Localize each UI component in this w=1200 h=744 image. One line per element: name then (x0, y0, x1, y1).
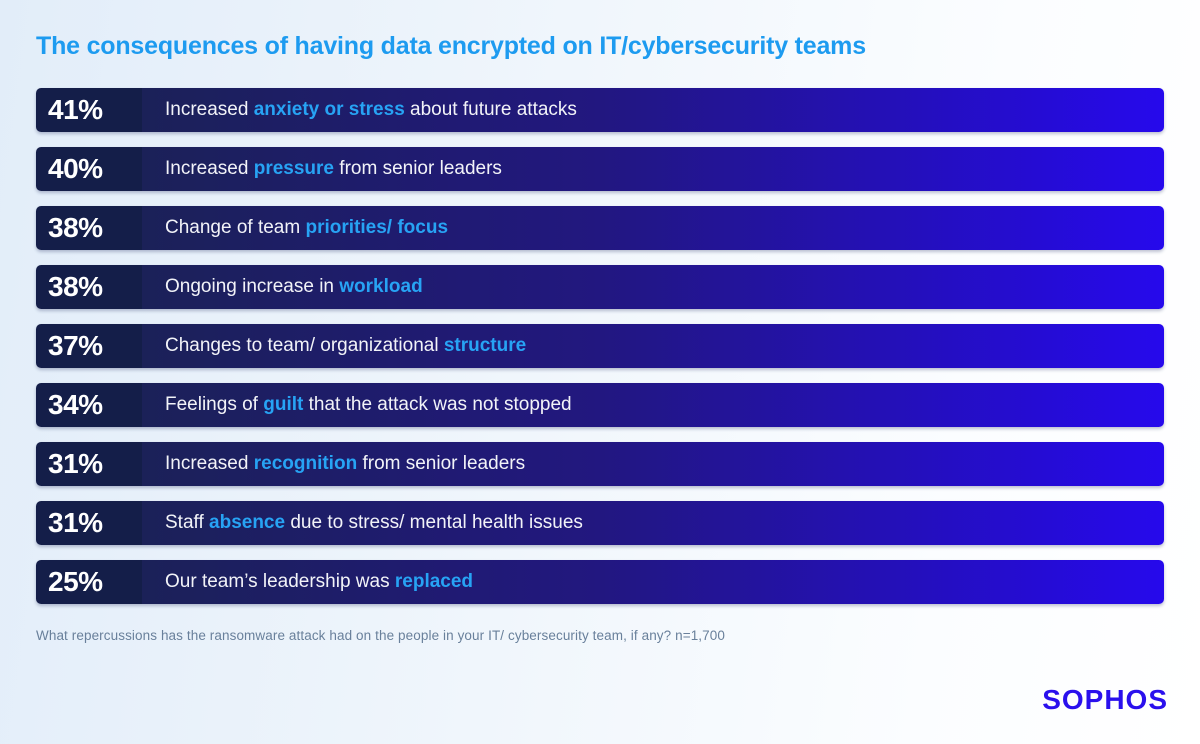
bar-text-pre: Ongoing increase in (165, 276, 340, 297)
consequence-bar (142, 324, 1164, 368)
bar-row (36, 88, 1164, 132)
bar-text-pre: Increased (165, 99, 254, 120)
bar-text-pre: Increased (165, 158, 254, 179)
bar-text-pre: Staff (165, 512, 210, 533)
bar-row (36, 442, 1164, 486)
bar-text-highlight: anxiety or stress (253, 99, 405, 120)
percentage-box: 25% (36, 560, 142, 604)
consequence-bar (142, 383, 1164, 427)
bar-text-pre: Change of team (165, 217, 306, 238)
bar-text-post: from senior leaders (357, 453, 526, 474)
percentage-box: 31% (36, 501, 142, 545)
consequence-bar (142, 265, 1164, 309)
bar-text-post: that the attack was not stopped (303, 394, 572, 415)
bar-list (36, 88, 1164, 604)
consequence-bar (142, 88, 1164, 132)
percentage-box: 40% (36, 147, 142, 191)
bar-row (36, 265, 1164, 309)
consequence-bar (142, 206, 1164, 250)
bar-text-post: due to stress/ mental health issues (285, 512, 583, 533)
bar-text-pre: Increased (165, 453, 254, 474)
sophos-logo: SOPHOS (1042, 684, 1168, 715)
percentage-box: 41% (36, 88, 142, 132)
bar-text-highlight: recognition (253, 453, 358, 474)
bar-text-highlight: guilt (263, 394, 304, 415)
survey-footnote: What repercussions has the ransomware attack had on the people in your IT/ cybersecurity team, if any? n=1,700 (36, 628, 725, 643)
bar-text-highlight: pressure (253, 158, 335, 179)
bar-text-highlight: absence (209, 512, 286, 533)
bar-text-highlight: priorities/ focus (305, 217, 449, 238)
bar-row (36, 383, 1164, 427)
bar-row (36, 147, 1164, 191)
percentage-box: 31% (36, 442, 142, 486)
bar-text-pre: Our team’s leadership was (165, 571, 395, 592)
bar-text-post: from senior leaders (334, 158, 502, 179)
bar-text-post: about future attacks (404, 99, 577, 120)
bar-row (36, 560, 1164, 604)
page-title: The consequences of having data encrypted on IT/cybersecurity teams (36, 32, 866, 60)
bar-text-highlight: structure (443, 335, 527, 356)
consequence-bar (142, 560, 1164, 604)
consequence-bar (142, 442, 1164, 486)
percentage-box: 37% (36, 324, 142, 368)
bar-text-highlight: replaced (394, 571, 474, 592)
percentage-box: 34% (36, 383, 142, 427)
percentage-box: 38% (36, 265, 142, 309)
percentage-box: 38% (36, 206, 142, 250)
bar-text-pre: Feelings of (165, 394, 264, 415)
bar-row (36, 501, 1164, 545)
consequence-bar (142, 147, 1164, 191)
consequence-bar (142, 501, 1164, 545)
bar-text-pre: Changes to team/ organizational (165, 335, 444, 356)
bar-row (36, 324, 1164, 368)
bar-text-highlight: workload (339, 276, 423, 297)
bar-row (36, 206, 1164, 250)
